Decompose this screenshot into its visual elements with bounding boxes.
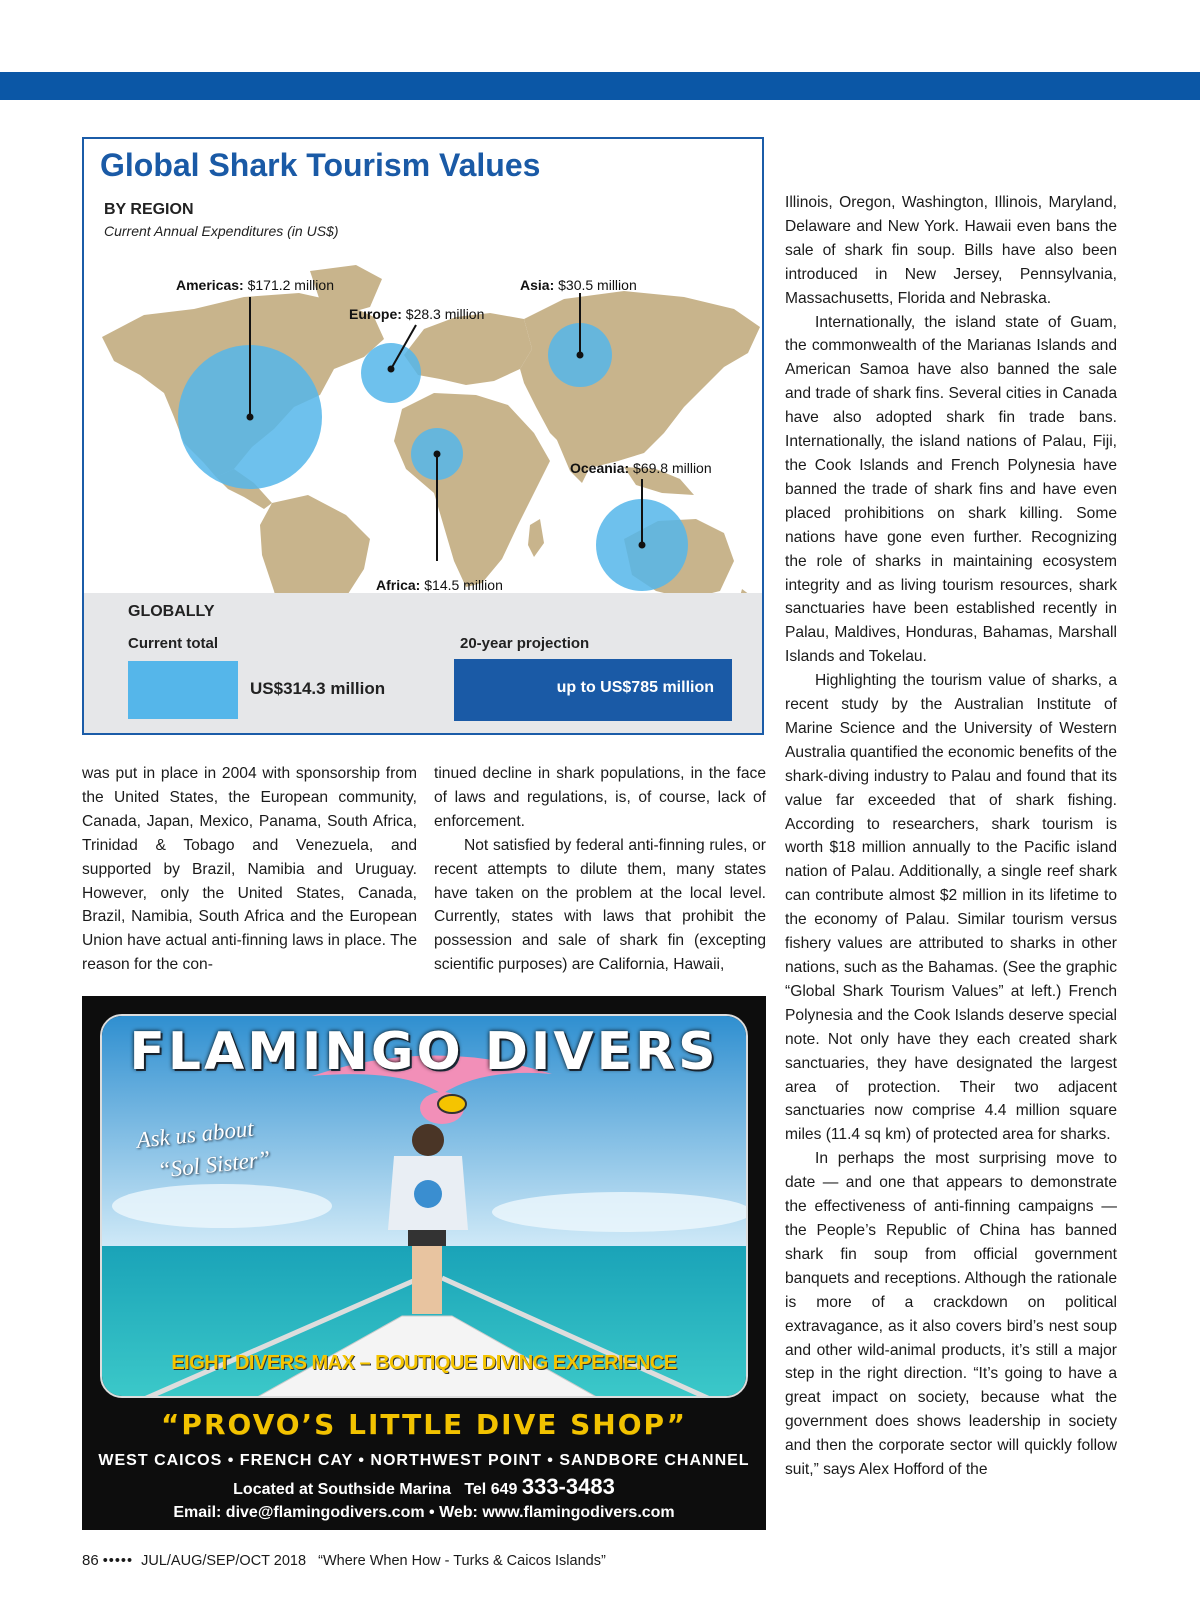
europe-bubble	[361, 343, 421, 403]
africa-label: Africa: $14.5 million	[376, 577, 503, 593]
globally-heading: GLOBALLY	[128, 603, 215, 620]
europe-landmass	[404, 313, 532, 385]
shirt-logo	[414, 1180, 442, 1208]
ad-slogan: “PROVO’S LITTLE DIVE SHOP”	[161, 1408, 687, 1441]
cloud	[492, 1192, 748, 1232]
column-3-paragraph-3: Highlighting the tourism value of sharks, a recent study by the Australian Institute of Marine Science and the University of Western Australia quantified the economic benefits of the shark-diving industry to Palau and found that its value far exceeded that of shark fishing. According to researchers, shark tourism is worth $18 million annually to the Pacific island nation of Palau. Additionally, a single reef shark can contribute almost $2 million in its lifetime to the economy of Palau. Similar tourism versus fishery values are attributed to sharks in other nations, such as the Bahamas. (See the graphic “Global Shark Tourism Values” at left.) French Polynesia and the Cook Islands deserve special note. Not only have they each created shark sanctuaries, they have designated the largest area of protection. Their two adjacent sanctuaries now comprise 4.4 million square miles (11.4 sq km) of protected area for sharks.	[785, 672, 1118, 1144]
madagascar-landmass	[528, 519, 544, 557]
column-3-paragraph-4: In perhaps the most surprising move to date — and one that appears to demonstrate the effectiveness of anti-finning campaigns — the People’s Republic of China has banned shark fin soup from official government banquets and receptions. Although the rationale is more of a crackdown on political extravagance, as it also covers bird’s nest soup and other wild-animal products, it’s still a major step in the right direction. “It’s going to have a great impact on society, because what the government does shows leadership in society and then the corporate sector will quickly follow suit,” says Alex Hofford of the	[785, 1150, 1117, 1479]
footer-publication: “Where When How - Turks & Caicos Islands”	[318, 1553, 606, 1569]
flamingo-mask	[438, 1095, 466, 1113]
article-column-3	[785, 191, 1117, 1482]
diver-head	[412, 1124, 444, 1156]
ask-line-2: “Sol Sister”	[156, 1146, 272, 1183]
by-region-heading: BY REGION	[104, 201, 194, 218]
page-footer	[82, 1552, 606, 1569]
current-total-value: US$314.3 million	[250, 679, 386, 698]
ad-brand-title: FLAMINGO DIVERS	[129, 1022, 719, 1082]
oceania-dot	[639, 542, 646, 549]
ad-tel-label: Tel 649	[464, 1481, 518, 1498]
current-total-label: Current total	[128, 635, 218, 652]
americas-label: Americas: $171.2 million	[176, 277, 334, 293]
ad-boutique-banner: EIGHT DIVERS MAX – BOUTIQUE DIVING EXPERIENCE	[171, 1352, 677, 1374]
projection-label: 20-year projection	[460, 635, 590, 652]
ad-location: Located at Southside Marina	[233, 1481, 451, 1498]
page-number: 86	[82, 1552, 99, 1569]
africa-landmass	[394, 393, 550, 587]
footer-dots: •••••	[102, 1553, 134, 1569]
asia-dot	[577, 352, 584, 359]
ad-email-web[interactable]: Email: dive@flamingodivers.com • Web: www.flamingodivers.com	[173, 1504, 675, 1521]
column-2-paragraph-1: tinued decline in shark populations, in the face of laws and regulations, is, of course, lack of enforcement.	[434, 765, 766, 830]
column-3-paragraph-2: Internationally, the island state of Guam, the commonwealth of the Marianas Islands and American Samoa have also banned the sale and trade of shark fins. Several cities in Canada have also adopted shark fin trade bans. Internationally, the island nations of Palau, Fiji, the Cook Islands and French Polynesia have banned the trade of shark fins and have even placed prohibitions on shark killing. Some nations have gone even further. Recognizing the role of sharks in maintaining ecosystem integrity and as living tourism resources, shark sanctuaries have been established recently in Palau, Maldives, Honduras, Bahamas, Marshall Islands and Tokelau.	[785, 313, 1117, 666]
asia-label: Asia: $30.5 million	[520, 277, 637, 293]
top-color-bar	[0, 72, 1200, 100]
oceania-label: Oceania: $69.8 million	[570, 460, 712, 476]
projection-value: up to US$785 million	[556, 679, 714, 696]
ad-tel-number[interactable]: 333-3483	[521, 1474, 615, 1499]
footer-issue: JUL/AUG/SEP/OCT 2018	[141, 1553, 307, 1569]
ad-sol-sister-callout	[135, 1111, 272, 1188]
globally-panel	[84, 593, 762, 733]
americas-dot	[247, 414, 254, 421]
ad-contact-line	[82, 1474, 766, 1500]
ask-line-1: Ask us about	[135, 1115, 255, 1153]
column-2-paragraph-2: Not satisfied by federal anti-finning rules, or recent attempts to dilute them, many states have taken on the problem at the local level. Currently, states with laws that prohibit the possession and sale of shark fin (excepting scientific purposes) are California, Hawaii,	[434, 836, 766, 974]
article-column-1	[82, 762, 417, 977]
europe-label: Europe: $28.3 million	[349, 306, 485, 322]
cloud	[112, 1184, 332, 1228]
shark-tourism-infographic	[82, 137, 764, 735]
column-1-paragraph: was put in place in 2004 with sponsorship from the United States, the European community, Canada, Japan, Mexico, Panama, South Africa, Trinidad & Tobago and Venezuela, and supported by Brazil, Namibia and Uruguay. However, only the United States, Canada, Brazil, Namibia, South Africa and the European Union have actual anti-finning laws in place. The reason for the con-	[82, 765, 417, 974]
infographic-title: Global Shark Tourism Values	[100, 147, 541, 183]
expenditures-subtitle: Current Annual Expenditures (in US$)	[104, 223, 339, 239]
flamingo-divers-ad	[82, 996, 766, 1530]
column-3-paragraph-1: Illinois, Oregon, Washington, Illinois, Maryland, Delaware and New York. Hawaii even bans the sale of shark fin soup. Bills have also been introduced in New Jersey, Pennsylvania, Massachusetts, Florida and Nebraska.	[785, 194, 1117, 307]
europe-dot	[388, 366, 395, 373]
ad-dive-locations: WEST CAICOS • FRENCH CAY • NORTHWEST POINT • SANDBORE CHANNEL	[98, 1452, 750, 1469]
current-total-swatch	[128, 661, 238, 719]
asia-landmass	[520, 291, 760, 467]
article-column-2	[434, 762, 766, 977]
africa-dot	[434, 451, 441, 458]
